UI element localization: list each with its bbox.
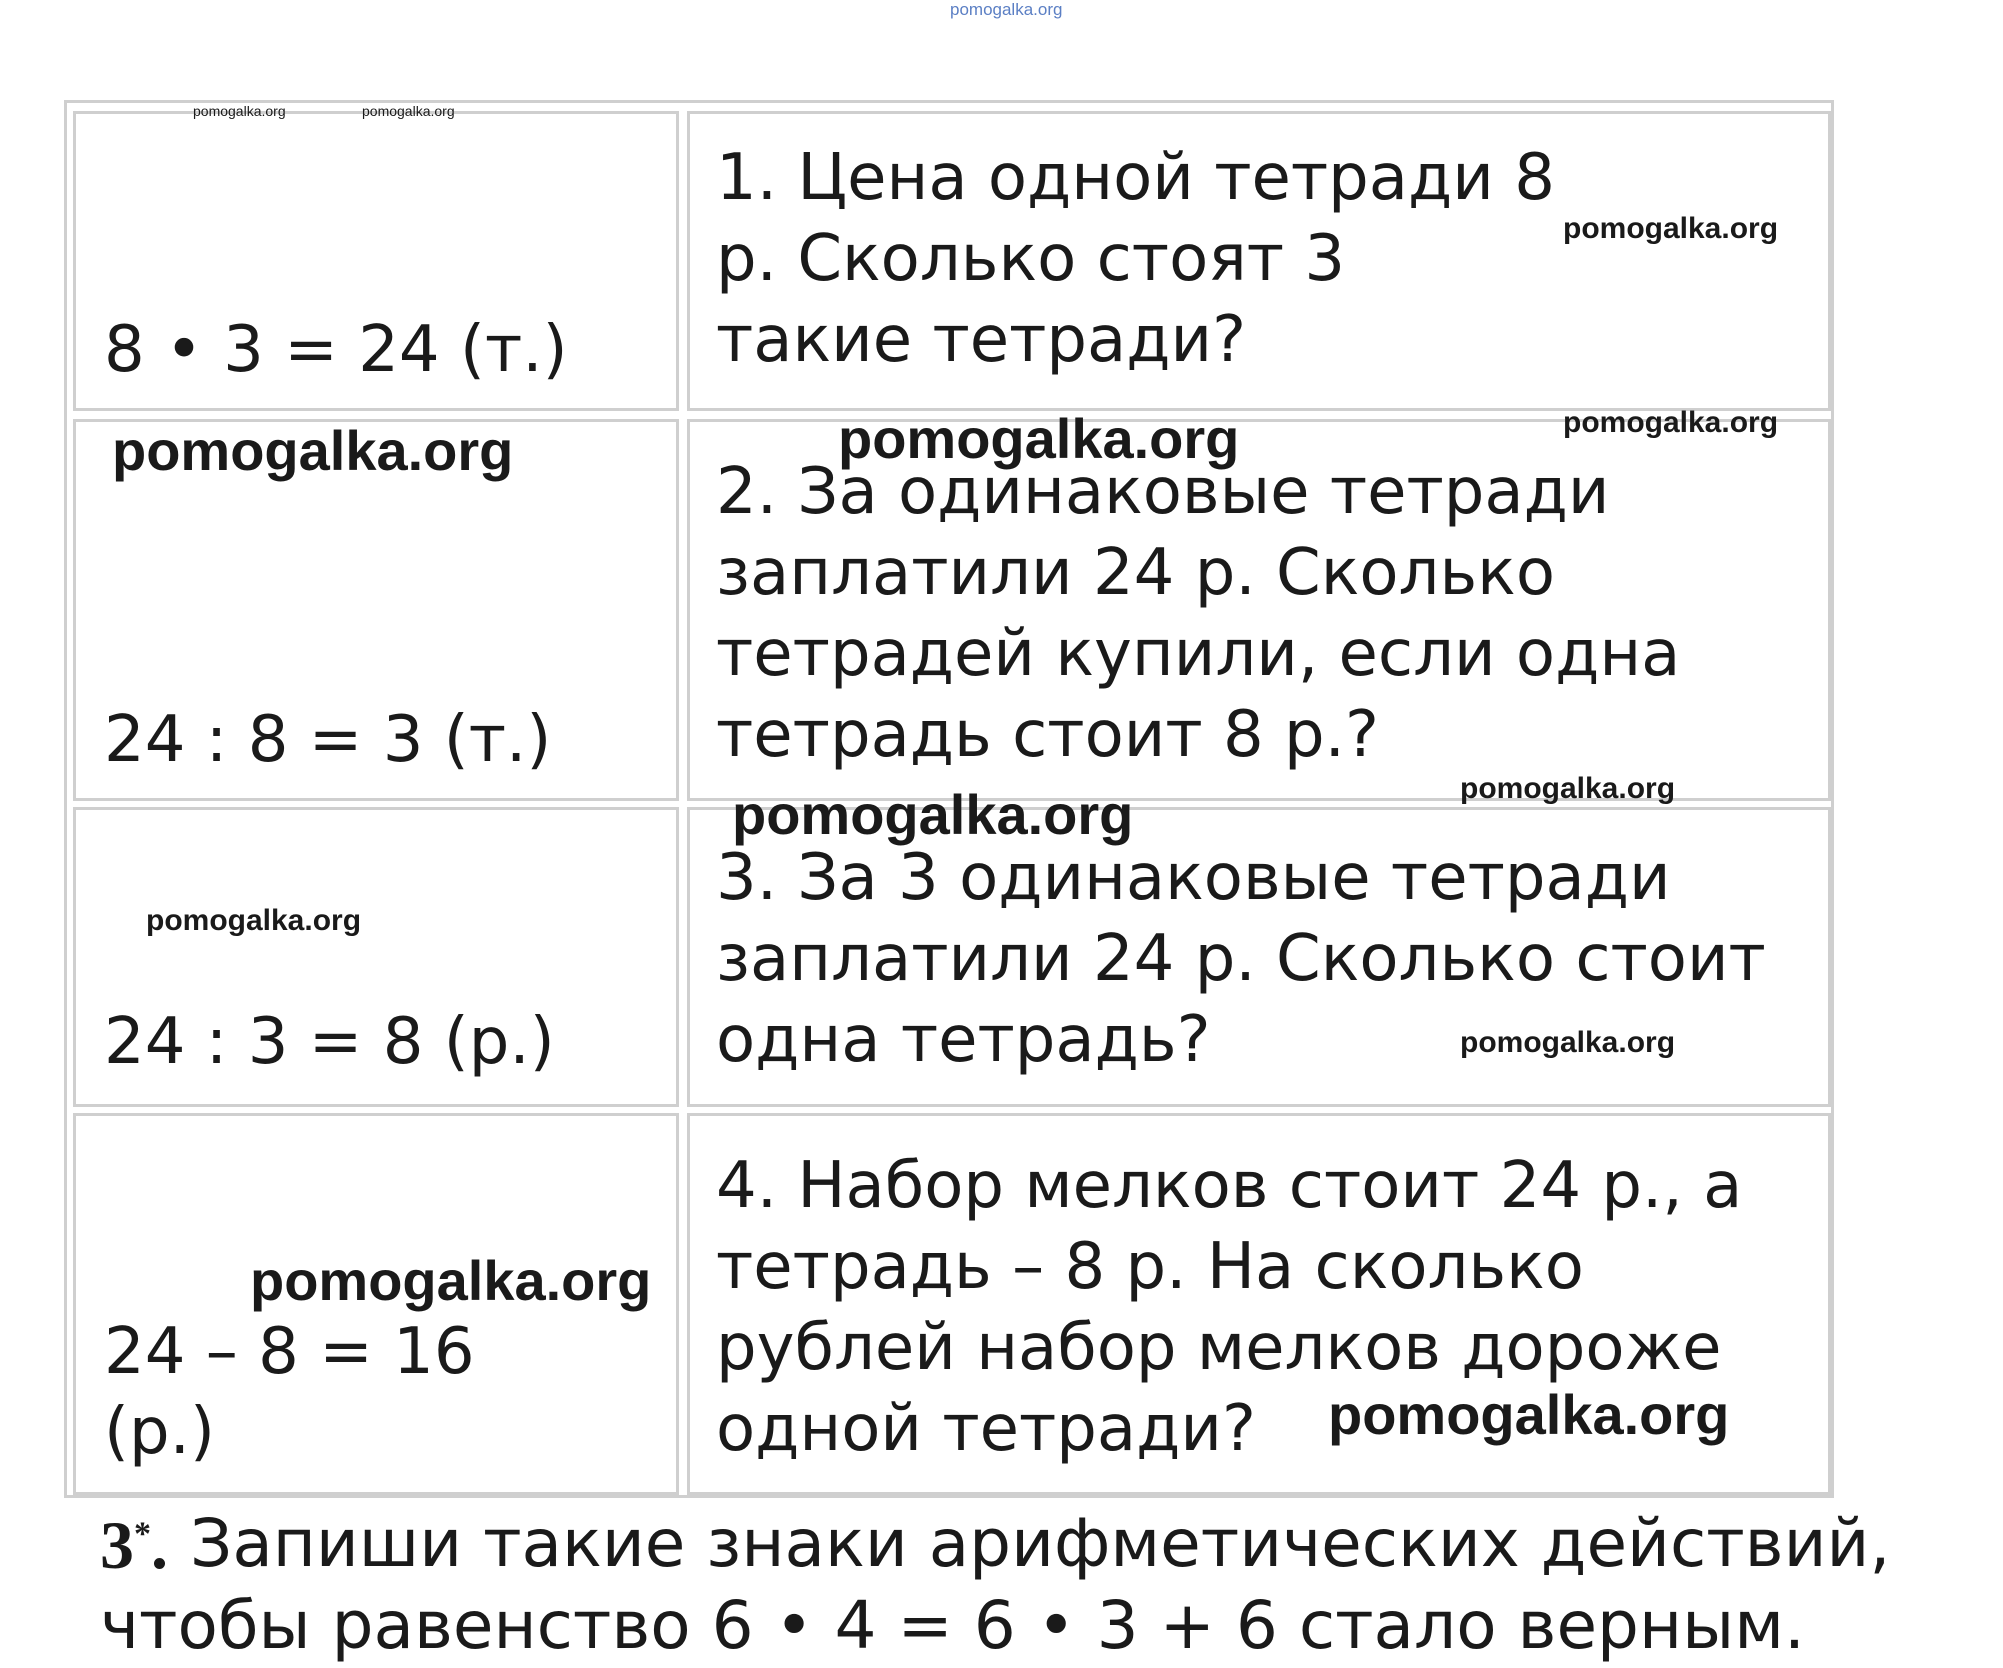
- task-number-dot: .: [151, 1507, 168, 1583]
- watermark: pomogalka.org: [146, 904, 362, 937]
- watermark: pomogalka.org: [362, 103, 455, 119]
- task-number: [100, 1506, 168, 1585]
- problem-cell-2: [687, 419, 1831, 801]
- watermark: pomogalka.org: [112, 419, 514, 482]
- task-number-digit: 3: [100, 1507, 134, 1583]
- expression-2: 24 : 8 = 3 (т.): [104, 703, 552, 777]
- expression-cell-1: [73, 111, 679, 411]
- problem-text-2: 2. За одинаковые тетради заплатили 24 р. Сколько тетрадей купили, если одна тетрадь стоит 8 р.?: [716, 455, 1681, 772]
- problem-text-1: 1. Цена одной тетради 8 р. Сколько стоят 3 такие тетради?: [716, 141, 1555, 377]
- task-text-line-2: чтобы равенство 6 • 4 = 6 • 3 + 6 стало верным.: [100, 1587, 1805, 1664]
- expression-1: 8 • 3 = 24 (т.): [104, 313, 568, 387]
- task-text-line-1: Запиши такие знаки арифметических действий,: [190, 1505, 1891, 1582]
- expression-4: 24 – 8 = 16 (р.): [104, 1315, 495, 1469]
- watermark: pomogalka.org: [1460, 772, 1676, 805]
- watermark: pomogalka.org: [1328, 1383, 1730, 1446]
- problem-text-4: 4. Набор мелков стоит 24 р., а тетрадь – 8 р. На сколько рублей набор мелков дороже одной тетради?: [716, 1149, 1743, 1466]
- watermark: pomogalka.org: [193, 103, 286, 119]
- watermark: pomogalka.org: [1563, 212, 1779, 245]
- watermark: pomogalka.org: [950, 0, 1063, 19]
- watermark: pomogalka.org: [1460, 1026, 1676, 1059]
- watermark: pomogalka.org: [250, 1249, 652, 1312]
- watermark: pomogalka.org: [732, 783, 1134, 846]
- problem-text-3: 3. За 3 одинаковые тетради заплатили 24 р. Сколько стоит одна тетрадь?: [716, 841, 1766, 1077]
- expression-cell-3: [73, 807, 679, 1107]
- watermark: pomogalka.org: [1563, 406, 1779, 439]
- task-star: *: [134, 1515, 151, 1553]
- watermark: pomogalka.org: [838, 407, 1240, 470]
- problem-cell-1: [687, 111, 1831, 411]
- problem-cell-3: [687, 807, 1831, 1107]
- expression-3: 24 : 3 = 8 (р.): [104, 1005, 555, 1079]
